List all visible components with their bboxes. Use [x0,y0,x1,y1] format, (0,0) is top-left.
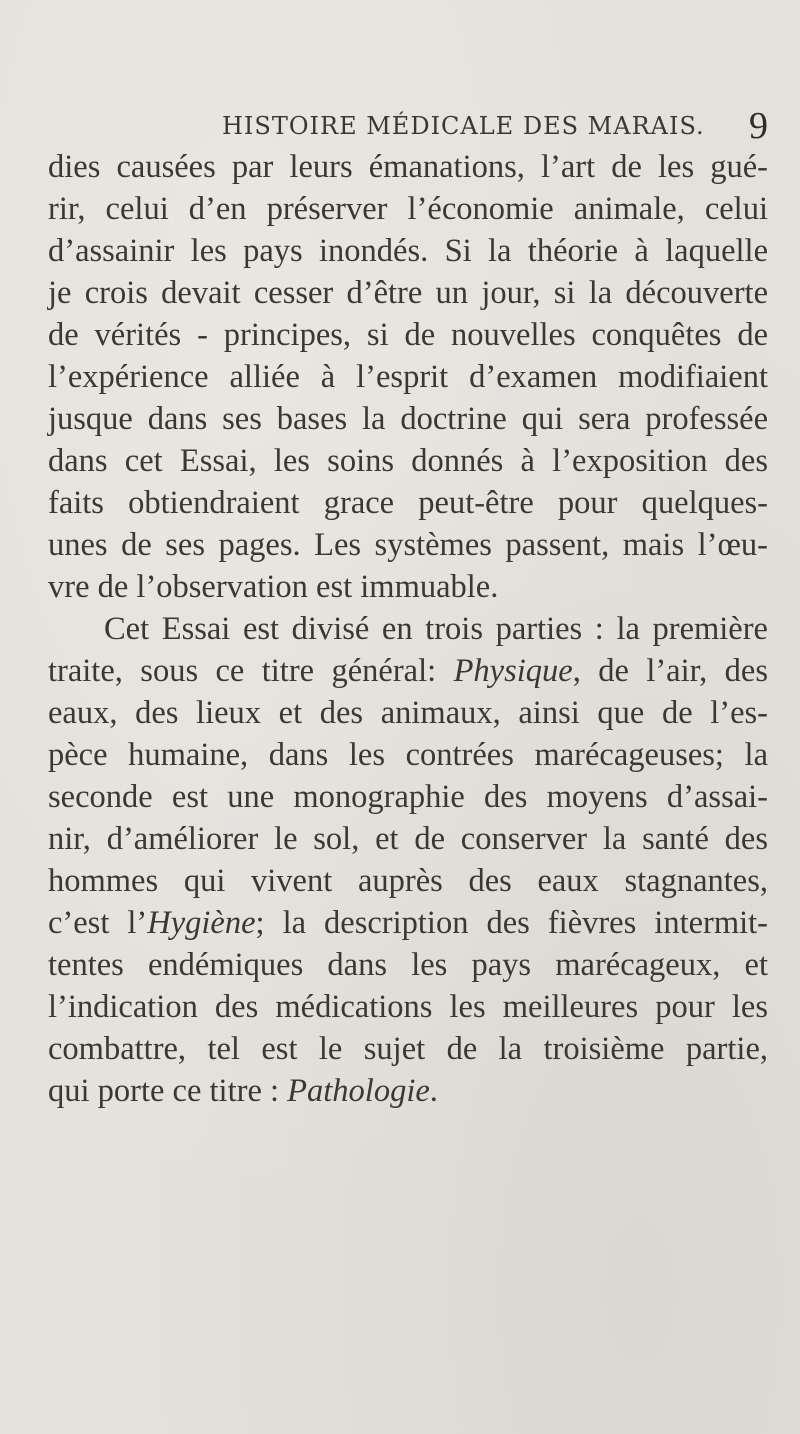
text-line: dans cet Essai, les soins donnés à l’exposition des [48,443,768,479]
running-title: HISTOIRE MÉDICALE DES MARAIS. [222,112,705,140]
emphasis-hygiene: Hygiène [147,905,256,941]
text-line: nir, d’améliorer le sol, et de conserver la santé des [48,821,768,857]
text-line: dies causées par leurs émanations, l’art de les gué- [48,149,768,185]
text-line: je crois devait cesser d’être un jour, si la découverte [48,275,768,311]
text-line: jusque dans ses bases la doctrine qui sera professée [48,401,768,437]
text-line: seconde est une monographie des moyens d’assai- [48,779,768,815]
paragraph-start-line: Cet Essai est divisé en trois parties : la première [104,611,768,647]
text-line: unes de ses pages. Les systèmes passent, mais l’œu- [48,527,768,563]
page-number: 9 [749,105,768,147]
text-line: faits obtiendraient grace peut-être pour quelques- [48,485,768,521]
running-head [0,105,800,147]
text-line: c’est l’Hygiène; la description des fièvres intermit- [48,905,769,941]
text-line: traite, sous ce titre général: Physique, de l’air, des [48,653,768,689]
text-line: rir, celui d’en préserver l’économie animale, celui [48,191,768,227]
body-text [48,146,768,1112]
emphasis-pathologie: Pathologie [287,1073,430,1109]
text-line: l’expérience alliée à l’esprit d’examen modifiaient [48,359,768,395]
text-line: eaux, des lieux et des animaux, ainsi que de l’es- [48,695,768,731]
text-line: combattre, tel est le sujet de la troisième partie, [48,1031,768,1067]
text-line: pèce humaine, dans les contrées marécageuses; la [48,737,768,773]
text-line: de vérités - principes, si de nouvelles conquêtes de [48,317,768,353]
text-line: l’indication des médications les meilleures pour les [48,989,768,1025]
paragraph-end-line: qui porte ce titre : Pathologie. [48,1073,438,1109]
paragraph-end-line: vre de l’observation est immuable. [48,569,499,605]
text-line: d’assainir les pays inondés. Si la théorie à laquelle [48,233,768,269]
text-line: tentes endémiques dans les pays marécageux, et [48,947,768,983]
text-line: hommes qui vivent auprès des eaux stagnantes, [48,863,768,899]
emphasis-physique: Physique [453,653,573,689]
